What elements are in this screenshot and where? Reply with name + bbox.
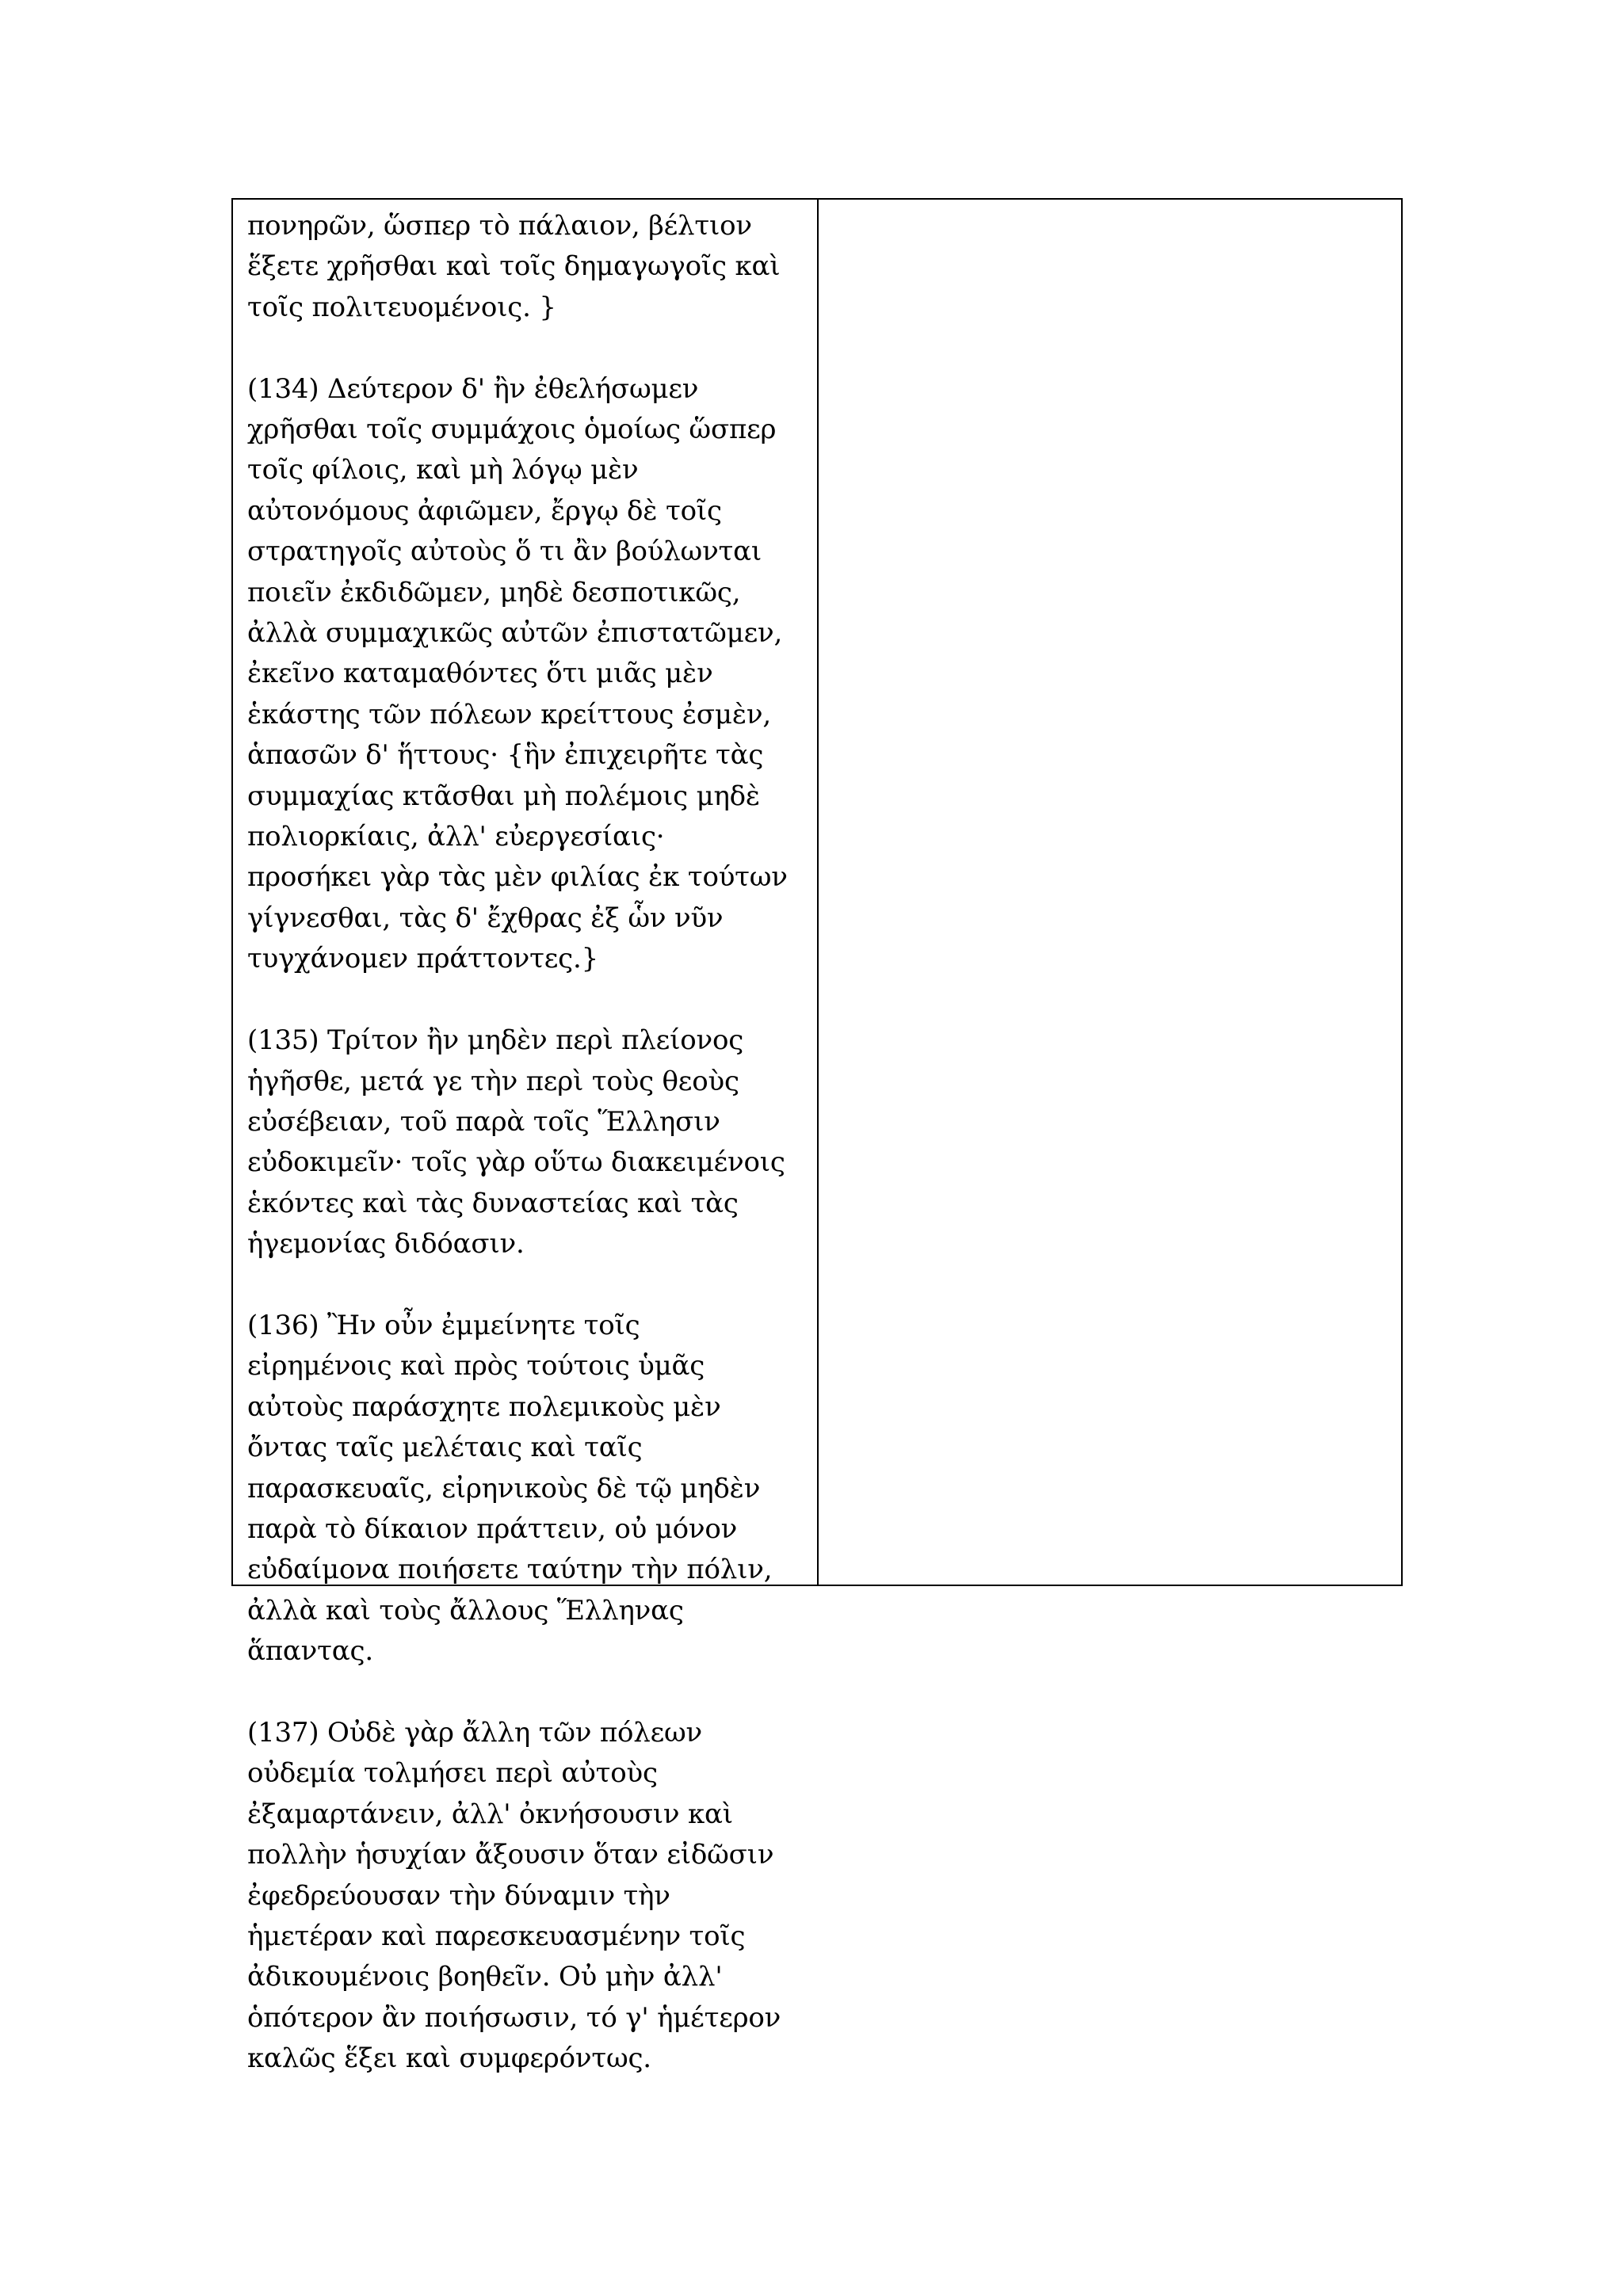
text-table (231, 198, 1403, 2075)
paragraph-gap (247, 328, 800, 368)
greek-text-column (233, 200, 819, 2075)
paragraph-135: (135) Τρίτον ἢν μηδὲν περὶ πλείονος ἡγῆσθε, μετά γε τὴν περὶ τοὺς θεοὺς εὐσέβειαν, τοῦ παρὰ τοῖς Ἕλλησιν εὐδοκιμεῖν· τοῖς γὰρ οὕτω διακειμένοις ἑκόντες καὶ τὰς δυναστείας καὶ τὰς ἡγεμονίας διδόασιν. (247, 1024, 785, 1261)
paragraph-134: (134) Δεύτερον δ' ἢν ἐθελήσωμεν χρῆσθαι τοῖς συμμάχοις ὁμοίως ὥσπερ τοῖς φίλοις, καὶ μὴ λόγῳ μὲν αὐτονόμους ἀφιῶμεν, ἔργῳ δὲ τοῖς στρατηγοῖς αὐτοὺς ὅ τι ἂν βούλωνται ποιεῖν ἐκδιδῶμεν, μηδὲ δεσποτικῶς, ἀλλὰ συμμαχικῶς αὐτῶν ἐπιστατῶμεν, ἐκεῖνο καταμαθόντες ὅτι μιᾶς μὲν ἑκάστης τῶν πόλεων κρείττους ἐσμὲν, ἁπασῶν δ' ἥττους· {ἣν ἐπιχειρῆτε τὰς συμμαχίας κτᾶσθαι μὴ πολέμοις μηδὲ πολιορκίαις, ἀλλ' εὐεργεσίαις· προσήκει γὰρ τὰς μὲν φιλίας ἐκ τούτων γίγνεσθαι, τὰς δ' ἔχθρας ἐξ ὧν νῦν τυγχάνομεν πράττοντες.} (247, 372, 788, 975)
translation-column (819, 200, 1401, 1585)
paragraph-133-end: πονηρῶν, ὥσπερ τὸ πάλαιον, βέλτιον ἕξετε χρῆσθαι καὶ τοῖς δημαγωγοῖς καὶ τοῖς πολιτευομένοις. } (247, 210, 781, 323)
paragraph-gap (247, 1672, 800, 1713)
paragraph-gap (247, 980, 800, 1020)
paragraph-gap (247, 1265, 800, 1306)
paragraph-137: (137) Οὐδὲ γὰρ ἄλλη τῶν πόλεων οὐδεμία τολμήσει περὶ αὐτοὺς ἐξαμαρτάνειν, ἀλλ' ὀκνήσουσιν καὶ πολλὴν ἡσυχίαν ἄξουσιν ὅταν εἰδῶσιν ἐφεδρεύουσαν τὴν δύναμιν τὴν ἡμετέραν καὶ παρεσκευασμένην τοῖς ἀδικουμένοις βοηθεῖν. Οὐ μὴν ἀλλ' ὁπότερον ἂν ποιήσωσιν, τό γ' ἡμέτερον καλῶς ἕξει καὶ συμφερόντως. (247, 1716, 781, 2075)
paragraph-136: (136) Ἢν οὖν ἐμμείνητε τοῖς εἰρημένοις καὶ πρὸς τούτοις ὑμᾶς αὐτοὺς παράσχητε πολεμικοὺς μὲν ὄντας ταῖς μελέταις καὶ ταῖς παρασκευαῖς, εἰρηνικοὺς δὲ τῷ μηδὲν παρὰ τὸ δίκαιον πράττειν, οὐ μόνον εὐδαίμονα ποιήσετε ταύτην τὴν πόλιν, ἀλλὰ καὶ τοὺς ἄλλους Ἕλληνας ἅπαντας. (247, 1309, 773, 1668)
